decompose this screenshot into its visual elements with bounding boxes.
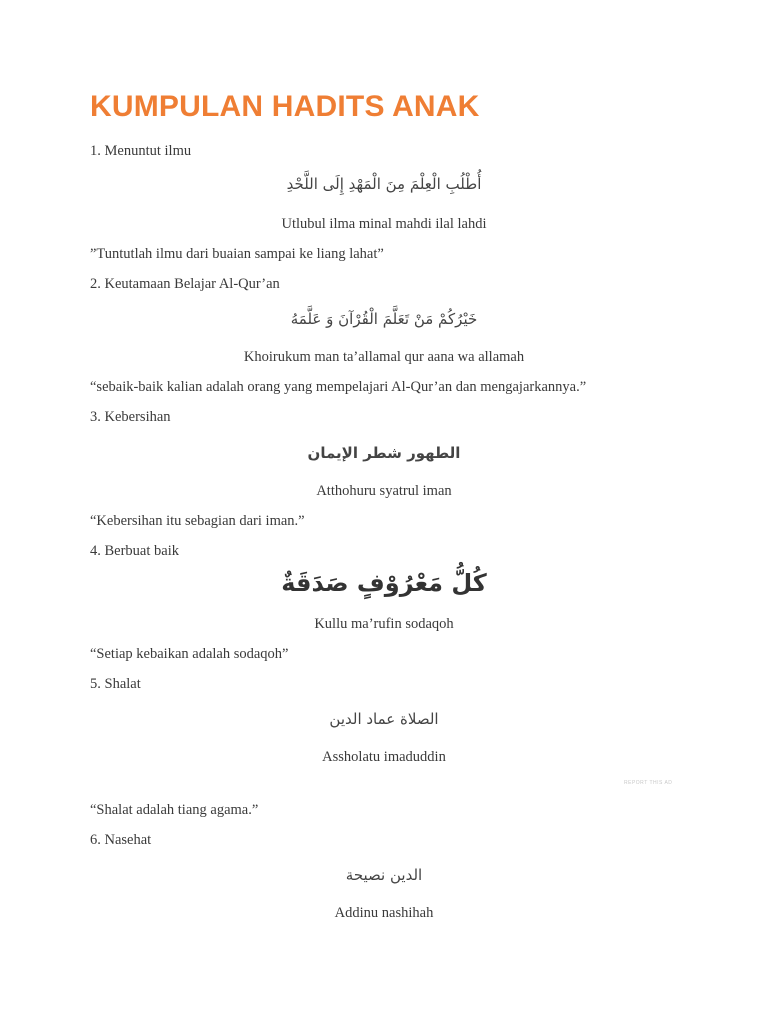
section-heading-berbuat-baik: 4. Berbuat baik <box>90 543 179 559</box>
arabic-text-keutamaan-quran: خَيْرُكُمْ مَنْ تَعَلَّمَ الْقُرْآنَ وَ عَلَّمَهُ <box>290 310 478 328</box>
arabic-text-kebersihan: الطهور شطر الإيمان <box>307 444 461 462</box>
section-heading-nasehat: 6. Nasehat <box>90 832 152 848</box>
page-title: KUMPULAN HADITS ANAK <box>90 90 480 123</box>
translation-berbuat-baik: “Setiap kebaikan adalah sodaqoh” <box>90 646 289 662</box>
latin-text-keutamaan-quran: Khoirukum man ta’allamal qur aana wa allamah <box>243 349 525 365</box>
latin-text-kebersihan: Atthohuru syatrul iman <box>316 483 452 499</box>
arabic-text-berbuat-baik: كُلُّ مَعْرُوْفٍ صَدَقَةٌ <box>281 569 487 597</box>
section-heading-menuntut-ilmu: 1. Menuntut ilmu <box>90 143 192 159</box>
translation-kebersihan: “Kebersihan itu sebagian dari iman.” <box>90 513 305 529</box>
translation-menuntut-ilmu: ”Tuntutlah ilmu dari buaian sampai ke liang lahat” <box>90 246 384 262</box>
section-heading-kebersihan: 3. Kebersihan <box>90 409 171 425</box>
latin-text-berbuat-baik: Kullu ma’rufin sodaqoh <box>314 616 454 632</box>
latin-text-menuntut-ilmu: Utlubul ilma minal mahdi ilal lahdi <box>281 216 487 232</box>
arabic-text-menuntut-ilmu: أُطْلُبِ الْعِلْمَ مِنَ الْمَهْدِ إِلَى اللَّحْدِ <box>286 175 482 193</box>
arabic-text-shalat: الصلاة عماد الدين <box>329 710 439 728</box>
translation-shalat: “Shalat adalah tiang agama.” <box>90 802 259 818</box>
translation-keutamaan-quran: “sebaik-baik kalian adalah orang yang mempelajari Al-Qur’an dan mengajarkannya.” <box>90 379 587 395</box>
latin-text-nasehat: Addinu nashihah <box>334 905 434 921</box>
arabic-text-nasehat: الدين نصيحة <box>345 866 423 884</box>
section-heading-keutamaan-quran: 2. Keutamaan Belajar Al-Qur’an <box>90 276 280 292</box>
report-ad-link[interactable]: REPORT THIS AD <box>624 780 673 786</box>
section-heading-shalat: 5. Shalat <box>90 676 141 692</box>
latin-text-shalat: Assholatu imaduddin <box>322 749 446 765</box>
